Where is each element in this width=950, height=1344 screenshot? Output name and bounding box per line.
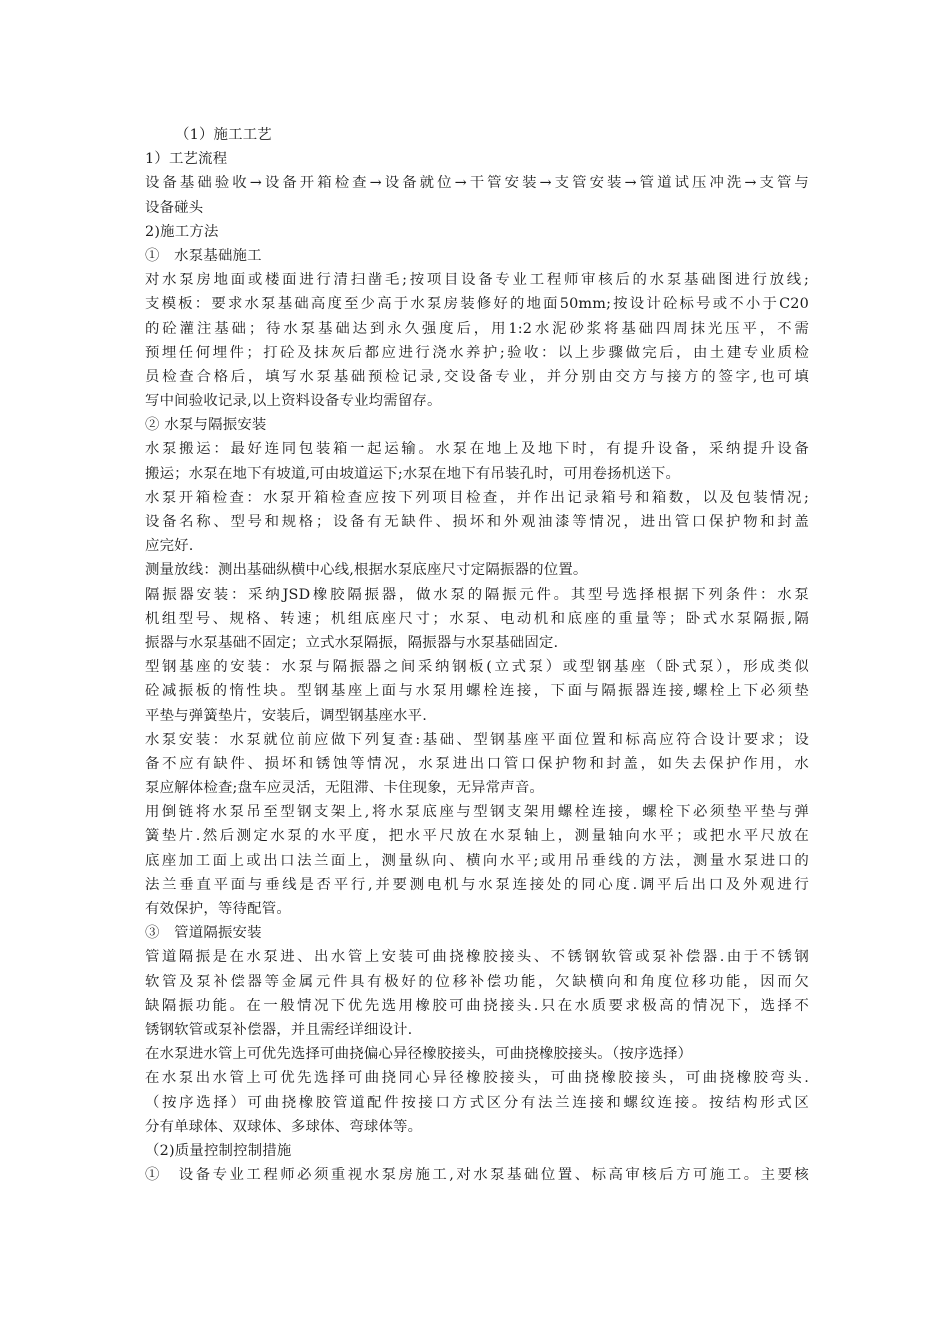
text-line: 的砼灌注基础；待水泵基础达到永久强度后，用1:2水泥砂浆将基础四周抹光压平，不需 bbox=[145, 320, 809, 337]
text-line: （按序选择）可曲挠橡胶管道配件按接口方式区分有法兰连接和螺纹连接。按结构形式区 bbox=[145, 1094, 809, 1111]
text-line: 管道隔振是在水泵进、出水管上安装可曲挠橡胶接头、不锈钢软管或泵补偿器.由于不锈钢 bbox=[145, 949, 809, 966]
text-line: 备不应有缺件、损坏和锈蚀等情况，水泵进出口管口保护物和封盖，如失去保护作用，水 bbox=[145, 755, 809, 772]
text-line: 应完好. bbox=[145, 538, 194, 555]
text-line: 用倒链将水泵吊至型钢支架上,将水泵底座与型钢支架用螺栓连接，螺栓下必须垫平垫与弹 bbox=[145, 804, 809, 821]
text-line: 软管及泵补偿器等金属元件具有极好的位移补偿功能，欠缺横向和角度位移功能，因而欠 bbox=[145, 973, 809, 990]
text-line: （1）施工工艺 bbox=[175, 127, 272, 143]
text-line: 搬运；水泵在地下有坡道,可由坡道运下;水泵在地下有吊装孔时，可用卷扬机送下。 bbox=[145, 465, 681, 482]
text-line: 砼减振板的惰性块。型钢基座上面与水泵用螺栓连接，下面与隔振器连接,螺栓上下必须垫 bbox=[145, 683, 809, 700]
text-line: 法兰垂直平面与垂线是否平行,并要测电机与水泵连接处的同心度.调平后出口及外观进行 bbox=[145, 876, 809, 893]
text-line: 测量放线：测出基础纵横中心线,根据水泵底座尺寸定隔振器的位置。 bbox=[145, 562, 588, 579]
text-line: 锈钢软管或泵补偿器，并且需经详细设计. bbox=[145, 1021, 413, 1038]
text-line: 簧垫片.然后测定水泵的水平度，把水平尺放在水泵轴上，测量轴向水平；或把水平尺放在 bbox=[145, 828, 809, 845]
text-line: 泵应解体检查;盘车应灵活，无阻滞、卡住现象，无异常声音。 bbox=[145, 780, 544, 797]
text-line: ③ 管道隔振安装 bbox=[145, 925, 262, 942]
text-line: ① 水泵基础施工 bbox=[145, 247, 262, 264]
text-line: 水泵安装：水泵就位前应做下列复查:基础、型钢基座平面位置和标高应符合设计要求；设 bbox=[145, 731, 809, 748]
text-line: 设备基础验收→设备开箱检查→设备就位→干管安装→支管安装→管道试压冲洗→支管与 bbox=[145, 175, 809, 192]
text-line: 预埋任何埋件；打砼及抹灰后都应进行浇水养护;验收：以上步骤做完后，由土建专业质检 bbox=[145, 344, 809, 361]
text-line: 设备碰头 bbox=[145, 199, 204, 216]
text-line: 1）工艺流程 bbox=[145, 151, 228, 168]
text-line: 对水泵房地面或楼面进行清扫凿毛;按项目设备专业工程师审核后的水泵基础图进行放线; bbox=[145, 272, 809, 289]
text-line: 员检查合格后，填写水泵基础预检记录,交设备专业，并分别由交方与接方的签字,也可填 bbox=[145, 368, 809, 385]
text-line: 2)施工方法 bbox=[145, 223, 219, 240]
text-line: 写中间验收记录,以上资料设备专业均需留存。 bbox=[145, 393, 442, 410]
text-line: （2)质量控制控制措施 bbox=[145, 1142, 292, 1159]
text-line: 分有单球体、双球体、多球体、弯球体等。 bbox=[145, 1118, 423, 1135]
text-line: 在水泵进水管上可优先选择可曲挠偏心异径橡胶接头，可曲挠橡胶接头。（按序选择） bbox=[145, 1046, 693, 1063]
text-line: ② 水泵与隔振安装 bbox=[145, 417, 267, 434]
text-line: 隔振器安装：采纳JSD橡胶隔振器，做水泵的隔振元件。其型号选择根据下列条件：水泵 bbox=[145, 586, 809, 603]
text-line: 有效保护，等待配管。 bbox=[145, 901, 291, 917]
text-line: 设备名称、型号和规格；设备有无缺件、损坏和外观油漆等情况，进出管口保护物和封盖 bbox=[145, 514, 809, 530]
text-line: 水泵开箱检查：水泵开箱检查应按下列项目检查，并作出记录箱号和箱数，以及包装情况; bbox=[145, 489, 809, 506]
text-line: 水泵搬运：最好连同包装箱一起运输。水泵在地上及地下时，有提升设备，采纳提升设备 bbox=[145, 441, 809, 458]
text-line: 振器与水泵基础不固定；立式水泵隔振，隔振器与水泵基础固定. bbox=[145, 634, 559, 651]
text-line: 平垫与弹簧垫片，安装后，调型钢基座水平. bbox=[145, 707, 427, 724]
text-line: 型钢基座的安装：水泵与隔振器之间采纳钢板(立式泵）或型钢基座（卧式泵），形成类似 bbox=[145, 659, 809, 676]
text-line: 缺隔振功能。在一般情况下优先选用橡胶可曲挠接头.只在水质要求极高的情况下，选择不 bbox=[145, 997, 809, 1014]
text-line: 底座加工面上或出口法兰面上，测量纵向、横向水平;或用吊垂线的方法，测量水泵进口的 bbox=[145, 852, 809, 869]
document-body bbox=[145, 123, 809, 1187]
text-line: 机组型号、规格、转速；机组底座尺寸；水泵、电动机和底座的重量等；卧式水泵隔振,隔 bbox=[145, 610, 809, 627]
text-line: 在水泵出水管上可优先选择可曲挠同心异径橡胶接头，可曲挠橡胶接头，可曲挠橡胶弯头. bbox=[145, 1070, 809, 1087]
text-line: 支模板：要求水泵基础高度至少高于水泵房装修好的地面50mm;按设计砼标号或不小于C20 bbox=[145, 296, 809, 313]
text-line: ① 设备专业工程师必须重视水泵房施工,对水泵基础位置、标高审核后方可施工。主要核 bbox=[145, 1167, 809, 1184]
